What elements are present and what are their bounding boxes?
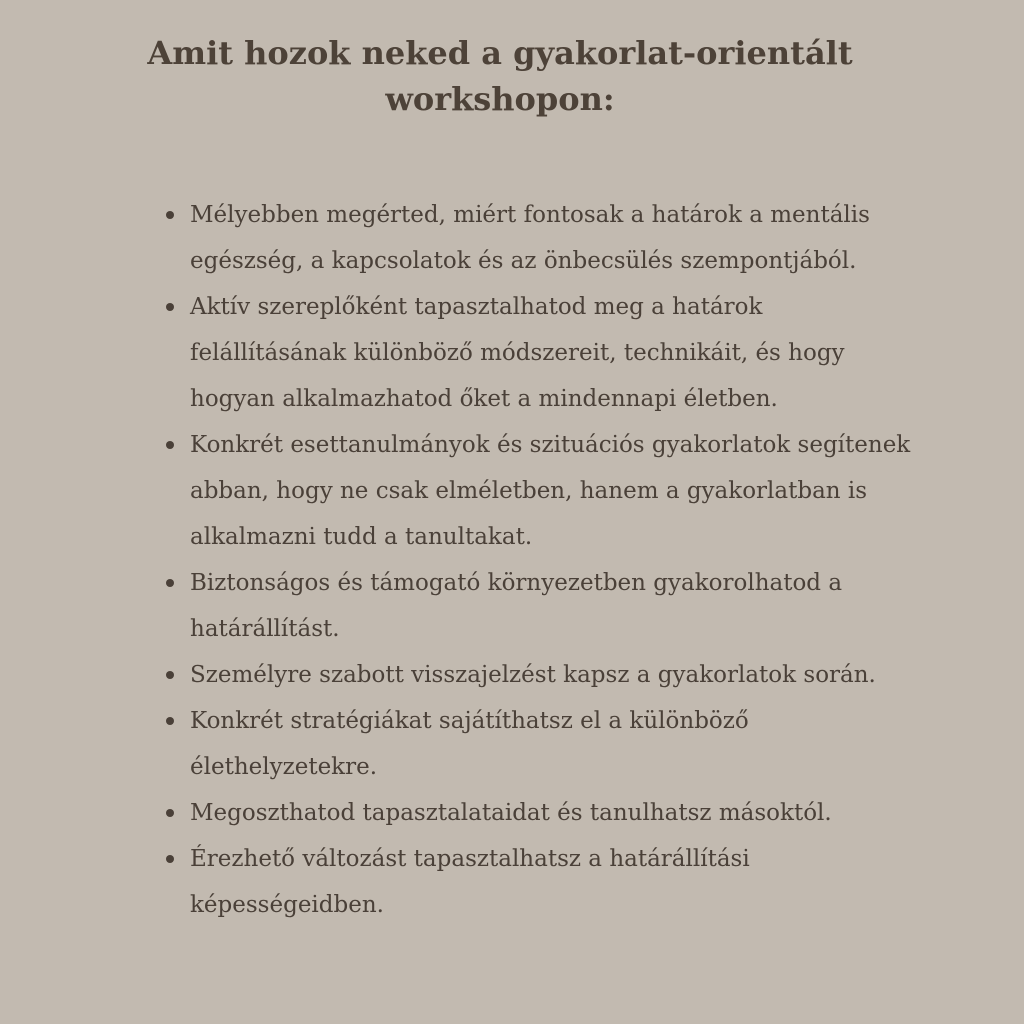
- bullet-icon: [166, 855, 174, 863]
- list-item-line: Megoszthatod tapasztalataidat és tanulhatsz másoktól.: [190, 800, 832, 826]
- title-line-1: Amit hozok neked a gyakorlat-orientált: [147, 34, 853, 72]
- list-item-line: hogyan alkalmazhatod őket a mindennapi életben.: [190, 386, 778, 412]
- bullet-icon: [166, 211, 174, 219]
- list-item: [162, 560, 922, 652]
- benefits-list: [162, 192, 922, 928]
- list-item-line: Érezhető változást tapasztalhatsz a határállítási: [190, 846, 750, 872]
- list-item: [162, 790, 922, 836]
- list-item: [162, 192, 922, 284]
- list-item-line: élethelyzetekre.: [190, 754, 378, 780]
- bullet-icon: [166, 809, 174, 817]
- bullet-icon: [166, 579, 174, 587]
- list-item: [162, 422, 922, 560]
- list-item: [162, 698, 922, 790]
- list-item-line: alkalmazni tudd a tanultakat.: [190, 524, 533, 550]
- list-item: [162, 836, 922, 928]
- list-item-line: képességeidben.: [190, 892, 384, 918]
- list-item-line: határállítást.: [190, 616, 340, 642]
- list-item-line: Aktív szereplőként tapasztalhatod meg a határok: [190, 294, 763, 320]
- list-item-line: felállításának különböző módszereit, technikáit, és hogy: [190, 340, 845, 366]
- list-item-line: Biztonságos és támogató környezetben gyakorolhatod a: [190, 570, 843, 596]
- bullet-icon: [166, 303, 174, 311]
- list-item-line: egészség, a kapcsolatok és az önbecsülés szempontjából.: [190, 248, 857, 274]
- bullet-icon: [166, 671, 174, 679]
- list-item: [162, 284, 922, 422]
- list-item-line: Konkrét esettanulmányok és szituációs gyakorlatok segítenek: [190, 432, 911, 458]
- page-title: [0, 30, 1000, 122]
- list-item-line: Személyre szabott visszajelzést kapsz a gyakorlatok során.: [190, 662, 876, 688]
- list-item-line: abban, hogy ne csak elméletben, hanem a gyakorlatban is: [190, 478, 868, 504]
- title-line-2: workshopon:: [385, 80, 615, 118]
- list-item: [162, 652, 922, 698]
- list-item-line: Mélyebben megérted, miért fontosak a határok a mentális: [190, 202, 870, 228]
- bullet-icon: [166, 717, 174, 725]
- bullet-icon: [166, 441, 174, 449]
- list-item-line: Konkrét stratégiákat sajátíthatsz el a különböző: [190, 708, 749, 734]
